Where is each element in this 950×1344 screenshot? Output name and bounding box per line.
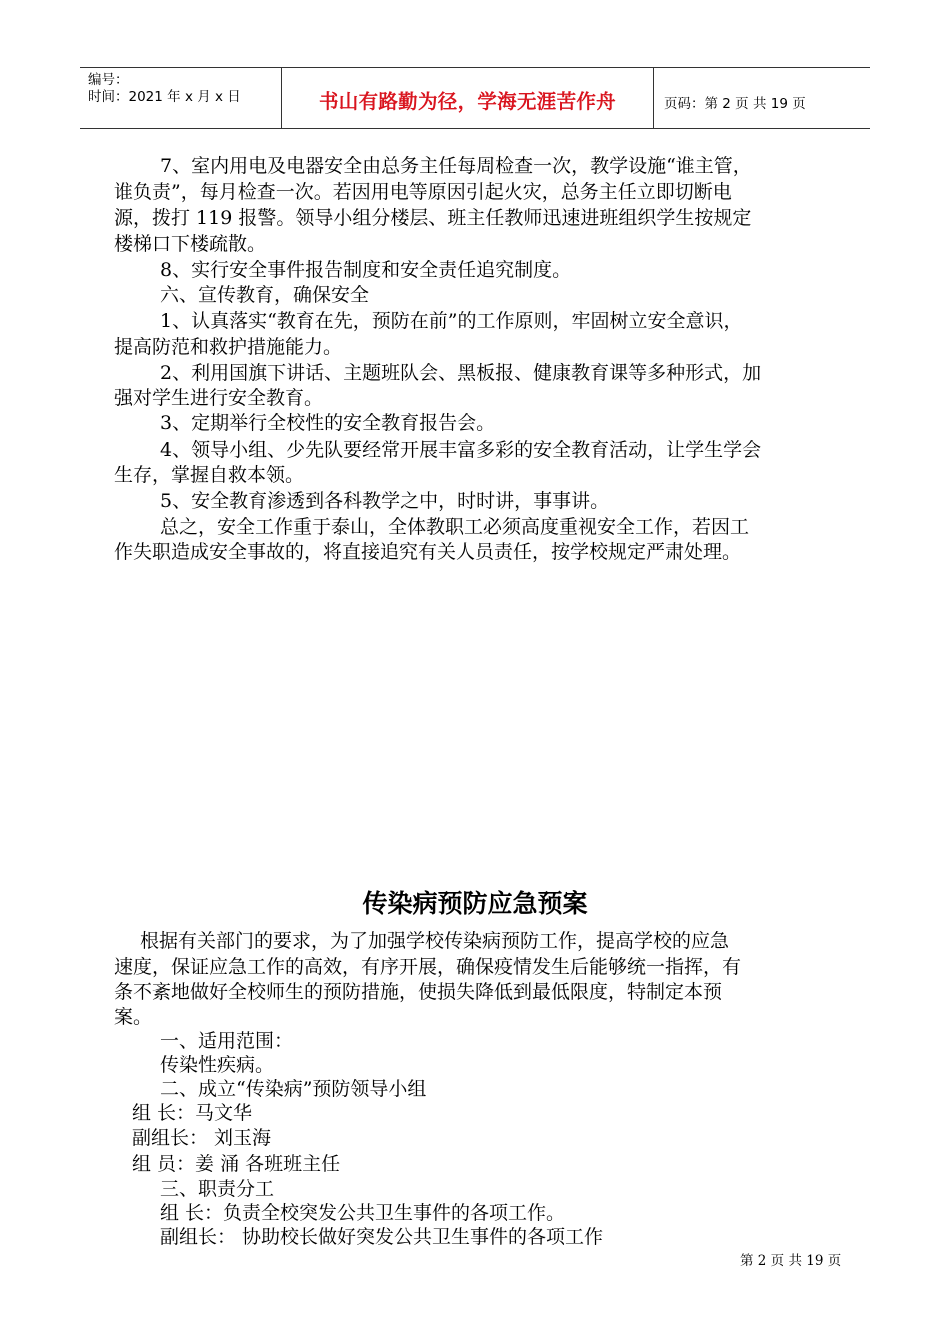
paragraph-line: 根据有关部门的要求，为了加强学校传染病预防工作，提高学校的应急 (140, 930, 730, 952)
paragraph-line: 速度，保证应急工作的高效，有序开展，确保疫情发生后能够统一指挥，有 (114, 956, 742, 978)
paragraph-line: 作失职造成安全事故的，将直接追究有关人员责任，按学校规定严肃处理。 (114, 541, 742, 563)
header-motto: 书山有路勤为径，学海无涯苦作舟 (282, 68, 654, 128)
section-heading: 三、职责分工 (160, 1178, 275, 1200)
doc-date-label: 时间：2021 年 x 月 x 日 (88, 89, 241, 105)
paragraph-line: 4、领导小组、少先队要经常开展丰富多彩的安全教育活动，让学生学会 (160, 439, 762, 461)
paragraph-line: 3、定期举行全校性的安全教育报告会。 (160, 412, 496, 434)
paragraph-line: 条不紊地做好全校师生的预防措施，使损失降低到最低限度，特制定本预 (114, 981, 723, 1003)
paragraph-line: 提高防范和救护措施能力。 (114, 336, 343, 358)
team-leader-line: 组 长：马文华 (132, 1102, 253, 1124)
paragraph-line: 谁负责”，每月检查一次。若因用电等原因引起火灾，总务主任立即切断电 (114, 181, 732, 203)
section-heading: 六、宣传教育，确保安全 (160, 284, 370, 306)
paragraph-line: 强对学生进行安全教育。 (114, 387, 324, 409)
section-heading: 二、成立“传染病”预防领导小组 (160, 1078, 427, 1100)
team-members-line: 组 员：姜 涌 各班班主任 (132, 1153, 341, 1175)
paragraph-line: 2、利用国旗下讲话、主题班队会、黑板报、健康教育课等多种形式，加 (160, 362, 762, 384)
section-heading: 一、适用范围： (160, 1030, 294, 1052)
page-header (80, 67, 870, 129)
paragraph-line: 案。 (114, 1006, 153, 1028)
paragraph-line: 源，拨打 119 报警。领导小组分楼层、班主任教师迅速进班组织学生按规定 (114, 207, 752, 229)
paragraph-line: 8、实行安全事件报告制度和安全责任追究制度。 (160, 259, 572, 281)
paragraph-line: 楼梯口下楼疏散。 (114, 233, 267, 255)
header-meta (80, 68, 282, 128)
paragraph-line: 5、安全教育渗透到各科教学之中，时时讲，事事讲。 (160, 490, 610, 512)
paragraph-line: 生存，掌握自救本领。 (114, 464, 305, 486)
paragraph-line: 副组长： 协助校长做好突发公共卫生事件的各项工作 (160, 1226, 604, 1248)
paragraph-line: 传染性疾病。 (160, 1054, 275, 1076)
paragraph-line: 总之，安全工作重于泰山，全体教职工必须高度重视安全工作，若因工 (160, 516, 750, 538)
header-page-info: 页码：第 2 页 共 19 页 (664, 96, 806, 112)
document-title: 传染病预防应急预案 (362, 889, 588, 918)
paragraph-line: 1、认真落实“教育在先，预防在前”的工作原则，牢固树立安全意识， (160, 310, 743, 332)
paragraph-line: 组 长：负责全校突发公共卫生事件的各项工作。 (160, 1202, 566, 1224)
doc-number-label: 编号： (88, 72, 129, 88)
paragraph-line: 7、室内用电及电器安全由总务主任每周检查一次，教学设施“谁主管， (160, 155, 752, 177)
deputy-leader-line: 副组长： 刘玉海 (132, 1127, 272, 1149)
page-footer: 第 2 页 共 19 页 (740, 1253, 842, 1269)
